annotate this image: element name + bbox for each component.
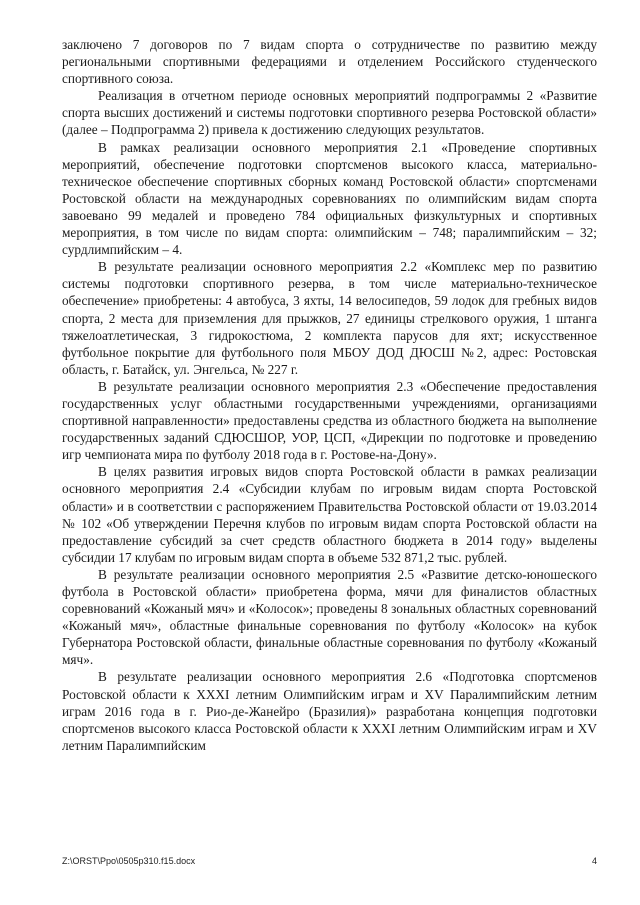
paragraph-measure-2-1: В рамках реализации основного мероприятия 2.1 «Проведение спортивных мероприятий, обеспечение подготовки спортсменов высокого класса, материально-техническое обеспечение спортивных сборных команд Ростовской области» спортсменами Ростовской области на международных соревнованиях по олимпийским видам спорта завоевано 99 медалей и проведено 784 официальных физкультурных и спортивных мероприятия, в том числе по видам спорта: олимпийским – 748; паралимпийским – 32; сурдлимпийским – 4. <box>62 139 597 258</box>
paragraph-measure-2-6: В результате реализации основного мероприятия 2.6 «Подготовка спортсменов Ростовской области к XXXI летним Олимпийским играм и XV Паралимпийским летним играм 2016 года в г. Рио-де-Жанейро (Бразилия)» разработана концепция подготовки спортсменов высокого класса Ростовской области к XXXI летним Олимпийским играм и XV летним Паралимпийским <box>62 669 597 753</box>
file-path: Z:\ORST\Ppo\0505p310.f15.docx <box>62 856 196 866</box>
paragraph-continuation: заключено 7 договоров по 7 видам спорта о сотрудничестве по развитию между региональными спортивными федерациями и отделением Российского студенческого спортивного союза. <box>62 37 597 87</box>
paragraph-measure-2-4: В целях развития игровых видов спорта Ростовской области в рамках реализации основного мероприятия 2.4 «Субсидии клубам по игровым видам спорта Ростовской области» и в соответствии с распоряжением Правительства Ростовской области от 19.03.2014 № 102 «Об утверждении Перечня клубов по игровым видам спорта Ростовской области на предоставление субсидий за счет средств областного бюджета в 2014 году» выделены субсидии 17 клубам по игровым видам спорта в объеме 532 871,2 тыс. рублей. <box>62 464 597 565</box>
page-number: 4 <box>591 856 597 866</box>
document-body <box>62 36 597 754</box>
paragraph-measure-2-5: В результате реализации основного мероприятия 2.5 «Развитие детско-юношеского футбола в Ростовской области» приобретена форма, мячи для финалистов областных соревнований «Кожаный мяч» и «Колосок»; проведены 8 зональных областных соревнований «Кожаный мяч», областные финальные соревнования по футболу «Колосок» на кубок Губернатора Ростовской области, финальные областные соревнования по футболу «Кожаный мяч». <box>62 566 597 668</box>
paragraph-measure-2-2: В результате реализации основного мероприятия 2.2 «Комплекс мер по развитию системы подготовки спортивного резерва, в том числе материально-техническое обеспечение» приобретены: 4 автобуса, 3 яхты, 14 велосипедов, 59 лодок для гребных видов спорта, 2 места для приземления для прыжков, 27 единицы стрелкового оружия, 1 штанга тяжелоатлетическая, 3 гидрокостюма, 2 комплекта парусов для яхт; искусственное футбольное покрытие для футбольного поля МБОУ ДОД ДЮСШ №2, адрес: Ростовская область, г. Батайск, ул. Энгельса, № 227 г. <box>62 259 597 377</box>
paragraph-measure-2-3: В результате реализации основного мероприятия 2.3 «Обеспечение предоставления государственных услуг областными государственными учреждениями, организациями спортивной направленности» предоставлены средства из областного бюджета на выполнение государственных заданий СДЮСШОР, УОР, ЦСП, «Дирекции по подготовке и проведению игр чемпионата мира по футболу 2018 года в г. Ростове-на-Дону». <box>62 378 597 463</box>
paragraph-subprogram-2-intro: Реализация в отчетном периоде основных мероприятий подпрограммы 2 «Развитие спорта высших достижений и системы подготовки спортивного резерва Ростовской области» (далее – Подпрограмма 2) привела к достижению следующих результатов. <box>62 88 597 138</box>
